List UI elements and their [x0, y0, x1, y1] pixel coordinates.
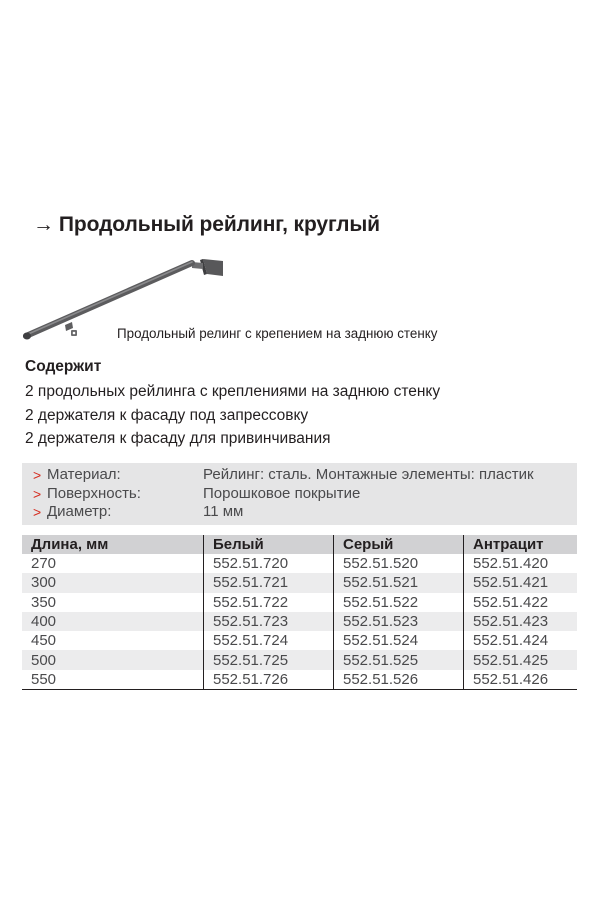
article-cell: 552.51.725 [204, 650, 334, 669]
contents-item: 2 держателя к фасаду для привинчивания [25, 430, 331, 447]
article-cell: 552.51.425 [464, 650, 578, 669]
chevron-right-icon: > [33, 485, 42, 502]
length-cell: 350 [31, 593, 57, 611]
chevron-right-icon: > [33, 504, 42, 520]
length-cell: 300 [22, 573, 204, 592]
spec-label: Материал: [47, 466, 121, 483]
spec-value: 11 мм [203, 503, 244, 520]
article-cell: 552.51.523 [334, 612, 464, 631]
article-numbers-table [22, 535, 577, 690]
article-cell: 552.51.522 [334, 593, 464, 612]
length-cell: 450 [31, 632, 57, 650]
spec-value: Рейлинг: сталь. Монтажные элементы: пластик [203, 466, 534, 483]
article-cell: 552.51.723 [204, 612, 334, 631]
article-cell: 552.51.524 [334, 631, 464, 650]
spec-value: Порошковое покрытие [203, 484, 361, 502]
article-cell: 552.51.724 [204, 631, 334, 650]
table-row [22, 631, 577, 650]
article-cell: 552.51.525 [334, 650, 464, 669]
article-cell: 552.51.420 [464, 554, 578, 573]
spec-row-material [22, 466, 577, 485]
spec-label: Поверхность: [47, 484, 141, 502]
contents-list [25, 380, 440, 451]
specifications-box [22, 463, 577, 525]
contents-item: 2 держателя к фасаду под запрессовку [25, 406, 309, 424]
header-white: Белый [204, 535, 334, 554]
header-grey: Серый [334, 535, 464, 554]
length-cell: 550 [22, 670, 204, 690]
contents-item: 2 продольных рейлинга с креплениями на заднюю стенку [25, 383, 441, 400]
contents-heading: Содержит [25, 358, 102, 375]
table-header-row [22, 535, 577, 554]
spec-label: Диаметр: [47, 503, 112, 520]
spec-row-diameter [22, 503, 577, 522]
table-row [22, 554, 577, 573]
article-cell: 552.51.423 [464, 612, 578, 631]
length-cell: 270 [31, 555, 57, 573]
article-cell: 552.51.721 [204, 573, 334, 592]
arrow-right-icon: → [33, 213, 54, 236]
article-cell: 552.51.726 [204, 670, 334, 690]
article-cell: 552.51.421 [464, 573, 578, 592]
table-row [22, 612, 577, 631]
article-cell: 552.51.526 [334, 670, 464, 690]
article-cell: 552.51.722 [204, 593, 334, 612]
page-title [33, 213, 380, 237]
article-cell: 552.51.426 [464, 670, 578, 690]
article-cell: 552.51.520 [334, 554, 464, 573]
length-cell: 500 [22, 650, 204, 669]
chevron-right-icon: > [33, 467, 42, 483]
table-row [22, 650, 577, 669]
table-row [22, 573, 577, 592]
table-row [22, 593, 577, 612]
length-cell: 400 [22, 612, 204, 631]
header-anthracite: Антрацит [464, 535, 578, 554]
article-cell: 552.51.424 [464, 631, 578, 650]
article-cell: 552.51.422 [464, 593, 578, 612]
header-length: Длина, мм [22, 535, 204, 554]
article-cell: 552.51.521 [334, 573, 464, 592]
image-caption: Продольный релинг с крепением на заднюю стенку [117, 326, 438, 341]
product-title: Продольный рейлинг, круглый [58, 213, 380, 236]
table-row [22, 670, 577, 690]
article-cell: 552.51.720 [204, 554, 334, 573]
spec-row-surface [22, 485, 577, 504]
